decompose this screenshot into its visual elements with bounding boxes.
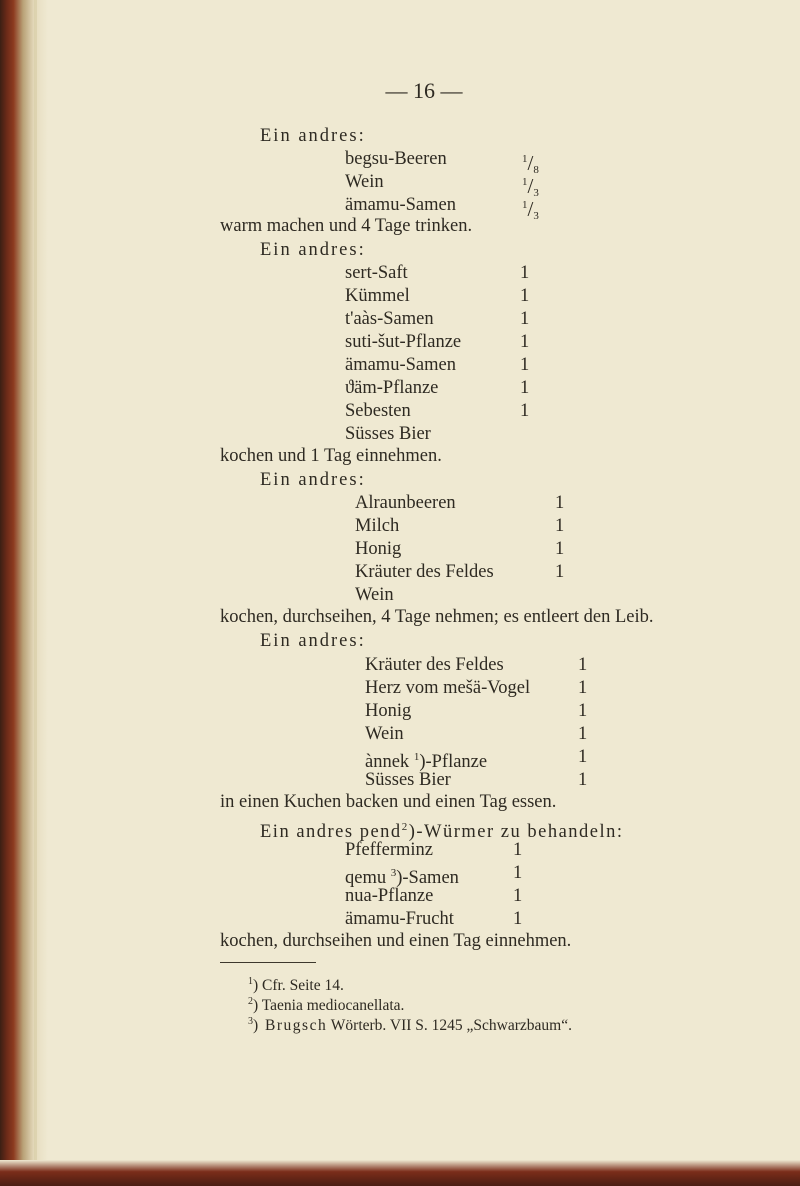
footnote-rule xyxy=(220,962,316,963)
s1-item-fraction: $^1$/8 xyxy=(522,151,539,176)
section-1-heading: Ein andres: xyxy=(260,126,366,146)
s5-item-qty: 1 xyxy=(513,863,523,883)
s4-item-name: Herz vom mešä-Vogel xyxy=(365,678,531,698)
s5-item-qty: 1 xyxy=(513,840,523,860)
s4-item-qty: 1 xyxy=(578,747,588,767)
s2-item-qty: 1 xyxy=(520,263,530,283)
s1-item-name: ämamu-Samen xyxy=(345,195,456,215)
section-5-heading: Ein andres pend$^2$)-Würmer zu behandeln: xyxy=(260,821,624,842)
s1-item-name: begsu-Beeren xyxy=(345,149,447,169)
s2-item-qty: 1 xyxy=(520,286,530,306)
footnote-ref: 2 xyxy=(401,821,409,833)
binding-edge xyxy=(34,0,37,1186)
s3-item-name: Wein xyxy=(355,585,394,605)
s5-item-qty: 1 xyxy=(513,886,523,906)
s1-instruction: warm machen und 4 Tage trinken. xyxy=(220,216,473,236)
book-binding xyxy=(0,0,48,1186)
s2-item-name: ϑäm-Pflanze xyxy=(345,378,439,398)
s5-item-qty: 1 xyxy=(513,909,523,929)
section-4-heading: Ein andres: xyxy=(260,631,366,651)
s4-item-qty: 1 xyxy=(578,701,588,721)
s3-item-qty: 1 xyxy=(555,516,565,536)
s2-item-name: Süsses Bier xyxy=(345,424,431,444)
section-2-heading: Ein andres: xyxy=(260,240,366,260)
s4-item-qty: 1 xyxy=(578,678,588,698)
s4-item-name: Süsses Bier xyxy=(365,770,451,790)
s2-item-qty: 1 xyxy=(520,309,530,329)
s4-item-name: ànnek $^1$)-Pflanze xyxy=(365,751,488,772)
s5-item-name: qemu $^3$)-Samen xyxy=(345,867,459,888)
s3-item-name: Honig xyxy=(355,539,402,559)
s5-item-name: nua-Pflanze xyxy=(345,886,434,906)
s2-item-name: sert-Saft xyxy=(345,263,408,283)
footnote-ref: 3 xyxy=(390,867,397,879)
footnote: $^3$) Brugsch Wörterb. VII S. 1245 „Schwarzbaum“. xyxy=(248,1016,572,1034)
page-number: — 16 — xyxy=(385,78,463,103)
s2-instruction: kochen und 1 Tag einnehmen. xyxy=(220,446,442,466)
s2-item-qty: 1 xyxy=(520,355,530,375)
s4-instruction: in einen Kuchen backen und einen Tag essen. xyxy=(220,792,557,812)
footnote: $^1$) Cfr. Seite 14. xyxy=(248,976,344,994)
s1-item-name: Wein xyxy=(345,172,384,192)
footnote: $^2$) Taenia mediocanellata. xyxy=(248,996,405,1014)
s2-item-name: t'aàs-Samen xyxy=(345,309,434,329)
s1-item-fraction: $^1$/3 xyxy=(522,197,539,222)
s2-item-qty: 1 xyxy=(520,332,530,352)
s5-item-name: Pfefferminz xyxy=(345,840,434,860)
s3-item-qty: 1 xyxy=(555,562,565,582)
s5-instruction: kochen, durchseihen und einen Tag einnehmen. xyxy=(220,931,572,951)
s4-item-qty: 1 xyxy=(578,724,588,744)
s2-item-name: suti-šut-Pflanze xyxy=(345,332,462,352)
s2-item-name: Sebesten xyxy=(345,401,411,421)
s4-item-qty: 1 xyxy=(578,770,588,790)
s3-item-name: Alraunbeeren xyxy=(355,493,456,513)
footnote-ref: 1 xyxy=(413,751,420,763)
s3-item-name: Kräuter des Feldes xyxy=(355,562,494,582)
page-bottom-edge xyxy=(0,1160,800,1186)
s4-item-name: Wein xyxy=(365,724,404,744)
s3-item-qty: 1 xyxy=(555,539,565,559)
s4-item-name: Honig xyxy=(365,701,412,721)
s2-item-qty: 1 xyxy=(520,401,530,421)
section-3-heading: Ein andres: xyxy=(260,470,366,490)
s3-instruction: kochen, durchseihen, 4 Tage nehmen; es entleert den Leib. xyxy=(220,607,654,627)
s3-item-qty: 1 xyxy=(555,493,565,513)
s2-item-name: ämamu-Samen xyxy=(345,355,456,375)
s2-item-qty: 1 xyxy=(520,378,530,398)
s3-item-name: Milch xyxy=(355,516,400,536)
s4-item-name: Kräuter des Feldes xyxy=(365,655,504,675)
s1-item-fraction: $^1$/3 xyxy=(522,174,539,199)
s5-item-name: ämamu-Frucht xyxy=(345,909,454,929)
s2-item-name: Kümmel xyxy=(345,286,410,306)
s4-item-qty: 1 xyxy=(578,655,588,675)
